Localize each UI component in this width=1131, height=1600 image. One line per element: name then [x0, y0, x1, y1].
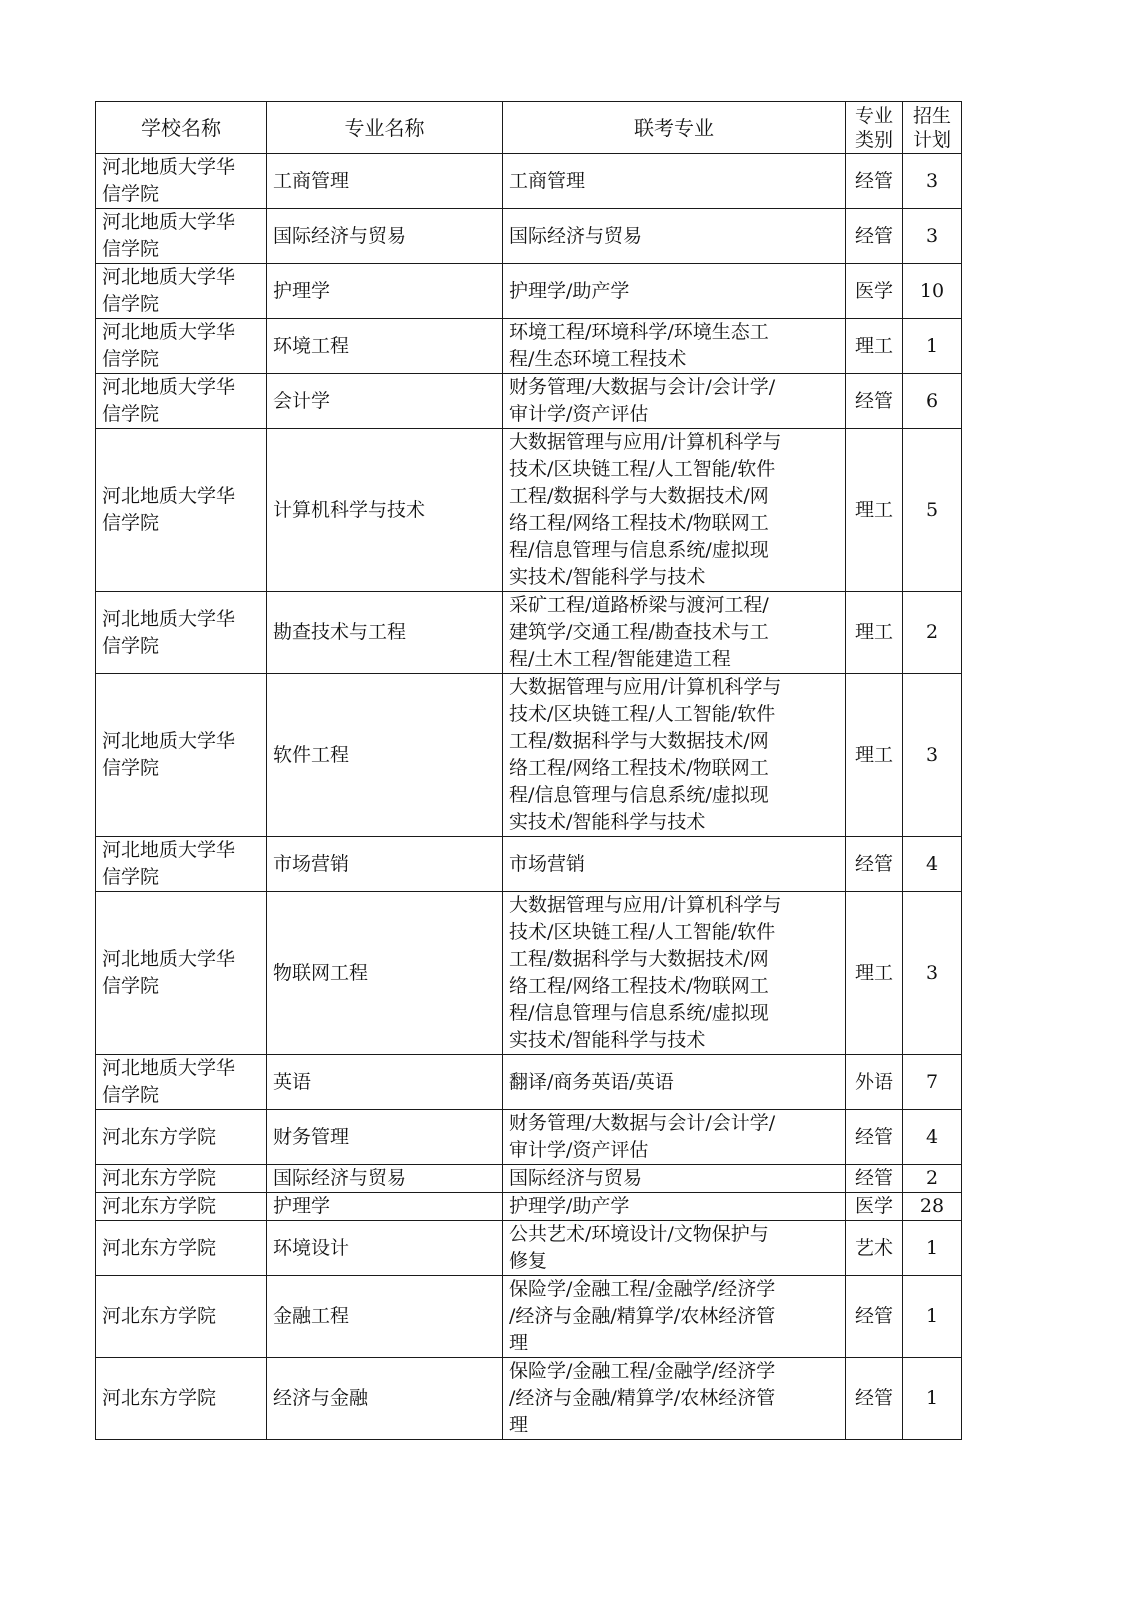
major-cell: 环境工程 — [267, 319, 503, 374]
major-cell: 经济与金融 — [267, 1358, 503, 1440]
table-body — [96, 154, 962, 1440]
plan-cell: 7 — [903, 1055, 962, 1110]
exam-major-cell: 护理学/助产学 — [503, 1193, 846, 1221]
plan-cell: 6 — [903, 374, 962, 429]
exam-major-cell: 翻译/商务英语/英语 — [503, 1055, 846, 1110]
plan-cell: 28 — [903, 1193, 962, 1221]
major-cell: 金融工程 — [267, 1276, 503, 1358]
exam-major-cell: 大数据管理与应用/计算机科学与 技术/区块链工程/人工智能/软件 工程/数据科学与大数据技术/网 络工程/网络工程技术/物联网工 程/信息管理与信息系统/虚拟现 实技术/智能科学与技术 — [503, 429, 846, 592]
plan-cell: 4 — [903, 837, 962, 892]
header-category: 专业 类别 — [846, 102, 903, 154]
school-cell: 河北东方学院 — [96, 1358, 267, 1440]
admissions-table — [95, 101, 962, 1440]
table-row — [96, 674, 962, 837]
exam-major-cell: 护理学/助产学 — [503, 264, 846, 319]
header-plan: 招生 计划 — [903, 102, 962, 154]
table-row — [96, 1221, 962, 1276]
major-cell: 工商管理 — [267, 154, 503, 209]
exam-major-cell: 大数据管理与应用/计算机科学与 技术/区块链工程/人工智能/软件 工程/数据科学与大数据技术/网 络工程/网络工程技术/物联网工 程/信息管理与信息系统/虚拟现 实技术/智能科学与技术 — [503, 892, 846, 1055]
exam-major-cell: 工商管理 — [503, 154, 846, 209]
category-cell: 理工 — [846, 429, 903, 592]
plan-cell: 2 — [903, 592, 962, 674]
category-cell: 经管 — [846, 1165, 903, 1193]
category-cell: 理工 — [846, 674, 903, 837]
school-cell: 河北东方学院 — [96, 1221, 267, 1276]
plan-cell: 4 — [903, 1110, 962, 1165]
header-exam-major: 联考专业 — [503, 102, 846, 154]
header-school: 学校名称 — [96, 102, 267, 154]
major-cell: 护理学 — [267, 264, 503, 319]
table-row — [96, 1358, 962, 1440]
table-row — [96, 592, 962, 674]
major-cell: 国际经济与贸易 — [267, 1165, 503, 1193]
plan-cell: 5 — [903, 429, 962, 592]
school-cell: 河北地质大学华 信学院 — [96, 1055, 267, 1110]
exam-major-cell: 市场营销 — [503, 837, 846, 892]
table-row — [96, 1193, 962, 1221]
major-cell: 物联网工程 — [267, 892, 503, 1055]
category-cell: 经管 — [846, 374, 903, 429]
table-row — [96, 892, 962, 1055]
table-row — [96, 1165, 962, 1193]
exam-major-cell: 财务管理/大数据与会计/会计学/ 审计学/资产评估 — [503, 1110, 846, 1165]
table-row — [96, 154, 962, 209]
exam-major-cell: 保险学/金融工程/金融学/经济学 /经济与金融/精算学/农林经济管 理 — [503, 1276, 846, 1358]
exam-major-cell: 财务管理/大数据与会计/会计学/ 审计学/资产评估 — [503, 374, 846, 429]
school-cell: 河北地质大学华 信学院 — [96, 209, 267, 264]
category-cell: 医学 — [846, 1193, 903, 1221]
school-cell: 河北东方学院 — [96, 1165, 267, 1193]
school-cell: 河北东方学院 — [96, 1193, 267, 1221]
major-cell: 护理学 — [267, 1193, 503, 1221]
school-cell: 河北地质大学华 信学院 — [96, 429, 267, 592]
table-row — [96, 374, 962, 429]
major-cell: 市场营销 — [267, 837, 503, 892]
exam-major-cell: 大数据管理与应用/计算机科学与 技术/区块链工程/人工智能/软件 工程/数据科学与大数据技术/网 络工程/网络工程技术/物联网工 程/信息管理与信息系统/虚拟现 实技术/智能科学与技术 — [503, 674, 846, 837]
plan-cell: 3 — [903, 154, 962, 209]
major-cell: 财务管理 — [267, 1110, 503, 1165]
major-cell: 计算机科学与技术 — [267, 429, 503, 592]
school-cell: 河北地质大学华 信学院 — [96, 154, 267, 209]
exam-major-cell: 环境工程/环境科学/环境生态工 程/生态环境工程技术 — [503, 319, 846, 374]
table-row — [96, 837, 962, 892]
school-cell: 河北地质大学华 信学院 — [96, 674, 267, 837]
plan-cell: 1 — [903, 1358, 962, 1440]
table-row — [96, 209, 962, 264]
plan-cell: 1 — [903, 319, 962, 374]
school-cell: 河北地质大学华 信学院 — [96, 264, 267, 319]
category-cell: 外语 — [846, 1055, 903, 1110]
category-cell: 理工 — [846, 592, 903, 674]
table-row — [96, 429, 962, 592]
major-cell: 环境设计 — [267, 1221, 503, 1276]
category-cell: 经管 — [846, 837, 903, 892]
plan-cell: 1 — [903, 1276, 962, 1358]
major-cell: 英语 — [267, 1055, 503, 1110]
category-cell: 经管 — [846, 1110, 903, 1165]
header-row — [96, 102, 962, 154]
category-cell: 艺术 — [846, 1221, 903, 1276]
major-cell: 国际经济与贸易 — [267, 209, 503, 264]
table-row — [96, 1055, 962, 1110]
exam-major-cell: 公共艺术/环境设计/文物保护与 修复 — [503, 1221, 846, 1276]
exam-major-cell: 国际经济与贸易 — [503, 209, 846, 264]
exam-major-cell: 采矿工程/道路桥梁与渡河工程/ 建筑学/交通工程/勘查技术与工 程/土木工程/智能建造工程 — [503, 592, 846, 674]
table-row — [96, 264, 962, 319]
category-cell: 经管 — [846, 1276, 903, 1358]
category-cell: 经管 — [846, 209, 903, 264]
plan-cell: 10 — [903, 264, 962, 319]
plan-cell: 1 — [903, 1221, 962, 1276]
major-cell: 软件工程 — [267, 674, 503, 837]
header-major: 专业名称 — [267, 102, 503, 154]
school-cell: 河北东方学院 — [96, 1276, 267, 1358]
school-cell: 河北地质大学华 信学院 — [96, 319, 267, 374]
category-cell: 理工 — [846, 319, 903, 374]
school-cell: 河北地质大学华 信学院 — [96, 837, 267, 892]
category-cell: 理工 — [846, 892, 903, 1055]
table-row — [96, 1276, 962, 1358]
major-cell: 勘查技术与工程 — [267, 592, 503, 674]
school-cell: 河北东方学院 — [96, 1110, 267, 1165]
category-cell: 医学 — [846, 264, 903, 319]
category-cell: 经管 — [846, 1358, 903, 1440]
exam-major-cell: 国际经济与贸易 — [503, 1165, 846, 1193]
table-row — [96, 319, 962, 374]
plan-cell: 2 — [903, 1165, 962, 1193]
plan-cell: 3 — [903, 892, 962, 1055]
plan-cell: 3 — [903, 674, 962, 837]
plan-cell: 3 — [903, 209, 962, 264]
school-cell: 河北地质大学华 信学院 — [96, 892, 267, 1055]
exam-major-cell: 保险学/金融工程/金融学/经济学 /经济与金融/精算学/农林经济管 理 — [503, 1358, 846, 1440]
category-cell: 经管 — [846, 154, 903, 209]
school-cell: 河北地质大学华 信学院 — [96, 592, 267, 674]
table-row — [96, 1110, 962, 1165]
major-cell: 会计学 — [267, 374, 503, 429]
school-cell: 河北地质大学华 信学院 — [96, 374, 267, 429]
